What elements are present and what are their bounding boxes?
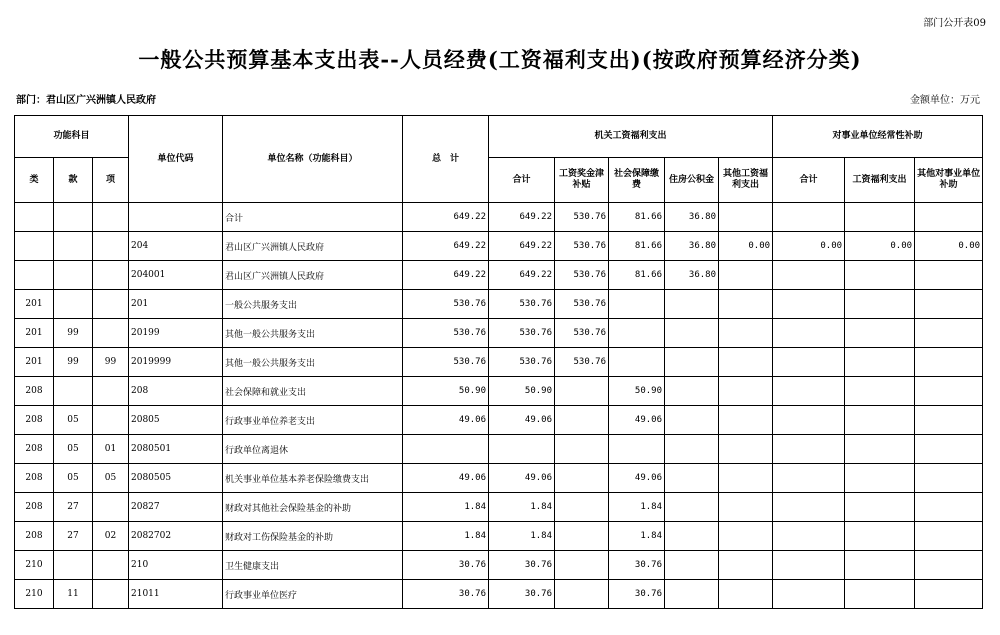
org-social-cell: 30.76 xyxy=(609,580,665,609)
inst-welfare-cell xyxy=(845,580,915,609)
inst-subtotal-cell xyxy=(773,464,845,493)
org-housing-cell xyxy=(665,406,719,435)
lei-cell: 208 xyxy=(15,522,54,551)
org-other-cell xyxy=(719,464,773,493)
inst-welfare-cell xyxy=(845,377,915,406)
org-subtotal-cell: 30.76 xyxy=(489,551,555,580)
org-social-cell xyxy=(609,435,665,464)
total-cell: 49.06 xyxy=(403,464,489,493)
unit-code-cell: 2019999 xyxy=(129,348,223,377)
inst-other-cell xyxy=(915,551,983,580)
org-housing-cell xyxy=(665,580,719,609)
org-social-cell xyxy=(609,348,665,377)
inst-subtotal-cell xyxy=(773,580,845,609)
org-social-cell: 49.06 xyxy=(609,464,665,493)
total-cell xyxy=(403,435,489,464)
inst-other-cell xyxy=(915,290,983,319)
inst-other-cell xyxy=(915,522,983,551)
org-social-cell: 81.66 xyxy=(609,261,665,290)
kuan-cell xyxy=(54,551,93,580)
org-social-cell: 1.84 xyxy=(609,522,665,551)
inst-other-cell xyxy=(915,319,983,348)
unit-code-cell: 20805 xyxy=(129,406,223,435)
unit-code-cell xyxy=(129,203,223,232)
org-bonus-cell xyxy=(555,551,609,580)
org-bonus-cell: 530.76 xyxy=(555,261,609,290)
org-subtotal-header: 合计 xyxy=(489,158,555,203)
org-other-cell xyxy=(719,580,773,609)
unit-name-cell: 行政事业单位养老支出 xyxy=(223,406,403,435)
org-social-header: 社会保障缴费 xyxy=(609,158,665,203)
total-cell: 50.90 xyxy=(403,377,489,406)
org-other-cell xyxy=(719,551,773,580)
xiang-cell xyxy=(93,551,129,580)
total-cell: 30.76 xyxy=(403,580,489,609)
lei-cell xyxy=(15,261,54,290)
org-other-cell: 0.00 xyxy=(719,232,773,261)
inst-subtotal-cell xyxy=(773,261,845,290)
org-other-cell xyxy=(719,348,773,377)
budget-table xyxy=(14,115,983,609)
inst-subtotal-cell xyxy=(773,435,845,464)
inst-other-cell xyxy=(915,406,983,435)
total-cell: 530.76 xyxy=(403,319,489,348)
inst-other-header: 其他对事业单位补助 xyxy=(915,158,983,203)
org-housing-cell: 36.80 xyxy=(665,232,719,261)
header-row-1 xyxy=(15,116,983,158)
lei-cell: 210 xyxy=(15,551,54,580)
org-bonus-cell: 530.76 xyxy=(555,203,609,232)
total-cell: 530.76 xyxy=(403,290,489,319)
unit-name-cell: 君山区广兴洲镇人民政府 xyxy=(223,232,403,261)
total-cell: 649.22 xyxy=(403,261,489,290)
inst-other-cell xyxy=(915,377,983,406)
kuan-cell: 05 xyxy=(54,435,93,464)
inst-subtotal-cell xyxy=(773,348,845,377)
table-row xyxy=(15,464,983,493)
org-housing-cell xyxy=(665,493,719,522)
org-housing-cell xyxy=(665,522,719,551)
kuan-cell: 27 xyxy=(54,522,93,551)
unit-code-cell: 21011 xyxy=(129,580,223,609)
org-subtotal-cell: 649.22 xyxy=(489,232,555,261)
inst-other-cell: 0.00 xyxy=(915,232,983,261)
org-social-cell: 50.90 xyxy=(609,377,665,406)
unit-name-cell: 机关事业单位基本养老保险缴费支出 xyxy=(223,464,403,493)
lei-cell: 208 xyxy=(15,435,54,464)
kuan-cell: 05 xyxy=(54,406,93,435)
org-housing-cell xyxy=(665,435,719,464)
department-label: 部门：君山区广兴洲镇人民政府 xyxy=(16,95,156,106)
total-cell: 1.84 xyxy=(403,522,489,551)
table-row xyxy=(15,406,983,435)
org-housing-cell xyxy=(665,551,719,580)
org-welfare-group-header: 机关工资福利支出 xyxy=(489,116,773,158)
unit-name-header: 单位名称（功能科目） xyxy=(223,116,403,203)
xiang-cell xyxy=(93,261,129,290)
org-other-cell xyxy=(719,203,773,232)
kuan-cell xyxy=(54,290,93,319)
kuan-cell: 11 xyxy=(54,580,93,609)
unit-name-cell: 合计 xyxy=(223,203,403,232)
inst-subtotal-cell xyxy=(773,203,845,232)
kuan-cell xyxy=(54,377,93,406)
org-bonus-cell: 530.76 xyxy=(555,290,609,319)
kuan-cell: 27 xyxy=(54,493,93,522)
org-bonus-cell xyxy=(555,435,609,464)
xiang-cell: 01 xyxy=(93,435,129,464)
inst-other-cell xyxy=(915,261,983,290)
lei-cell: 208 xyxy=(15,406,54,435)
table-number-label: 部门公开表09 xyxy=(923,18,986,29)
unit-code-cell: 210 xyxy=(129,551,223,580)
org-housing-header: 住房公积金 xyxy=(665,158,719,203)
unit-name-cell: 行政单位离退休 xyxy=(223,435,403,464)
unit-code-cell: 204001 xyxy=(129,261,223,290)
unit-name-cell: 财政对其他社会保险基金的补助 xyxy=(223,493,403,522)
xiang-cell xyxy=(93,406,129,435)
inst-welfare-cell xyxy=(845,261,915,290)
unit-code-header: 单位代码 xyxy=(129,116,223,203)
org-other-cell xyxy=(719,406,773,435)
kuan-cell: 99 xyxy=(54,319,93,348)
table-row xyxy=(15,522,983,551)
page-title: 一般公共预算基本支出表--人员经费(工资福利支出)(按政府预算经济分类) xyxy=(138,47,862,72)
xiang-cell: 99 xyxy=(93,348,129,377)
org-housing-cell xyxy=(665,319,719,348)
kuan-cell xyxy=(54,203,93,232)
table-row xyxy=(15,551,983,580)
xiang-cell xyxy=(93,377,129,406)
unit-code-cell: 2082702 xyxy=(129,522,223,551)
currency-unit-label: 金额单位：万元 xyxy=(910,95,980,106)
lei-cell: 208 xyxy=(15,493,54,522)
org-subtotal-cell: 49.06 xyxy=(489,464,555,493)
kuan-cell xyxy=(54,261,93,290)
org-other-cell xyxy=(719,377,773,406)
org-social-cell xyxy=(609,319,665,348)
lei-cell: 208 xyxy=(15,377,54,406)
table-row xyxy=(15,435,983,464)
xiang-cell xyxy=(93,580,129,609)
org-subtotal-cell: 30.76 xyxy=(489,580,555,609)
org-bonus-header: 工资奖金津补贴 xyxy=(555,158,609,203)
org-bonus-cell xyxy=(555,580,609,609)
unit-name-cell: 君山区广兴洲镇人民政府 xyxy=(223,261,403,290)
lei-cell: 208 xyxy=(15,464,54,493)
inst-other-cell xyxy=(915,580,983,609)
table-row xyxy=(15,290,983,319)
inst-welfare-cell xyxy=(845,435,915,464)
org-social-cell xyxy=(609,290,665,319)
unit-name-cell: 行政事业单位医疗 xyxy=(223,580,403,609)
total-cell: 30.76 xyxy=(403,551,489,580)
lei-header: 类 xyxy=(15,158,54,203)
inst-subtotal-header: 合计 xyxy=(773,158,845,203)
xiang-cell xyxy=(93,319,129,348)
inst-subtotal-cell xyxy=(773,551,845,580)
unit-name-cell: 其他一般公共服务支出 xyxy=(223,319,403,348)
lei-cell: 201 xyxy=(15,290,54,319)
lei-cell xyxy=(15,232,54,261)
inst-subtotal-cell xyxy=(773,319,845,348)
org-subtotal-cell: 50.90 xyxy=(489,377,555,406)
inst-welfare-cell xyxy=(845,406,915,435)
org-bonus-cell: 530.76 xyxy=(555,232,609,261)
xiang-cell xyxy=(93,493,129,522)
org-subtotal-cell: 1.84 xyxy=(489,493,555,522)
org-subtotal-cell xyxy=(489,435,555,464)
org-bonus-cell xyxy=(555,406,609,435)
inst-subtotal-cell xyxy=(773,493,845,522)
org-social-cell: 1.84 xyxy=(609,493,665,522)
org-other-cell xyxy=(719,522,773,551)
xiang-cell xyxy=(93,232,129,261)
table-row xyxy=(15,348,983,377)
inst-welfare-cell xyxy=(845,319,915,348)
lei-cell xyxy=(15,203,54,232)
table-row xyxy=(15,493,983,522)
unit-code-cell: 208 xyxy=(129,377,223,406)
inst-welfare-cell xyxy=(845,522,915,551)
org-housing-cell xyxy=(665,377,719,406)
table-row xyxy=(15,377,983,406)
org-bonus-cell xyxy=(555,522,609,551)
inst-subsidy-group-header: 对事业单位经常性补助 xyxy=(773,116,983,158)
unit-name-cell: 其他一般公共服务支出 xyxy=(223,348,403,377)
xiang-header: 项 xyxy=(93,158,129,203)
unit-name-cell: 社会保障和就业支出 xyxy=(223,377,403,406)
table-row xyxy=(15,203,983,232)
org-other-cell xyxy=(719,435,773,464)
inst-other-cell xyxy=(915,464,983,493)
table-row xyxy=(15,232,983,261)
inst-welfare-cell xyxy=(845,348,915,377)
inst-welfare-cell: 0.00 xyxy=(845,232,915,261)
unit-code-cell: 20827 xyxy=(129,493,223,522)
unit-code-cell: 2080505 xyxy=(129,464,223,493)
inst-welfare-cell xyxy=(845,203,915,232)
unit-name-cell: 一般公共服务支出 xyxy=(223,290,403,319)
org-other-cell xyxy=(719,290,773,319)
kuan-cell xyxy=(54,232,93,261)
org-subtotal-cell: 530.76 xyxy=(489,319,555,348)
kuan-cell: 99 xyxy=(54,348,93,377)
org-subtotal-cell: 649.22 xyxy=(489,203,555,232)
kuan-cell: 05 xyxy=(54,464,93,493)
inst-subtotal-cell: 0.00 xyxy=(773,232,845,261)
lei-cell: 201 xyxy=(15,348,54,377)
unit-code-cell: 20199 xyxy=(129,319,223,348)
lei-cell: 210 xyxy=(15,580,54,609)
inst-other-cell xyxy=(915,493,983,522)
org-bonus-cell xyxy=(555,464,609,493)
inst-welfare-cell xyxy=(845,551,915,580)
total-header: 总 计 xyxy=(403,116,489,203)
org-other-cell xyxy=(719,319,773,348)
org-bonus-cell xyxy=(555,377,609,406)
org-housing-cell xyxy=(665,290,719,319)
inst-subtotal-cell xyxy=(773,290,845,319)
org-subtotal-cell: 530.76 xyxy=(489,348,555,377)
inst-welfare-header: 工资福利支出 xyxy=(845,158,915,203)
total-cell: 649.22 xyxy=(403,203,489,232)
org-housing-cell: 36.80 xyxy=(665,261,719,290)
org-other-cell xyxy=(719,261,773,290)
inst-other-cell xyxy=(915,203,983,232)
org-housing-cell xyxy=(665,464,719,493)
org-social-cell: 49.06 xyxy=(609,406,665,435)
xiang-cell xyxy=(93,203,129,232)
org-bonus-cell: 530.76 xyxy=(555,319,609,348)
unit-code-cell: 201 xyxy=(129,290,223,319)
inst-other-cell xyxy=(915,348,983,377)
org-other-cell xyxy=(719,493,773,522)
inst-subtotal-cell xyxy=(773,406,845,435)
org-subtotal-cell: 49.06 xyxy=(489,406,555,435)
xiang-cell: 02 xyxy=(93,522,129,551)
org-bonus-cell: 530.76 xyxy=(555,348,609,377)
kuan-header: 款 xyxy=(54,158,93,203)
org-other-header: 其他工资福利支出 xyxy=(719,158,773,203)
org-subtotal-cell: 649.22 xyxy=(489,261,555,290)
unit-code-cell: 204 xyxy=(129,232,223,261)
func-subject-header: 功能科目 xyxy=(15,116,129,158)
xiang-cell: 05 xyxy=(93,464,129,493)
org-bonus-cell xyxy=(555,493,609,522)
inst-welfare-cell xyxy=(845,464,915,493)
total-cell: 649.22 xyxy=(403,232,489,261)
xiang-cell xyxy=(93,290,129,319)
org-social-cell: 81.66 xyxy=(609,232,665,261)
inst-subtotal-cell xyxy=(773,377,845,406)
table-row xyxy=(15,580,983,609)
total-cell: 1.84 xyxy=(403,493,489,522)
total-cell: 49.06 xyxy=(403,406,489,435)
org-subtotal-cell: 1.84 xyxy=(489,522,555,551)
table-row xyxy=(15,319,983,348)
unit-name-cell: 卫生健康支出 xyxy=(223,551,403,580)
org-housing-cell xyxy=(665,348,719,377)
org-housing-cell: 36.80 xyxy=(665,203,719,232)
unit-code-cell: 2080501 xyxy=(129,435,223,464)
table-row xyxy=(15,261,983,290)
org-social-cell: 81.66 xyxy=(609,203,665,232)
inst-other-cell xyxy=(915,435,983,464)
unit-name-cell: 财政对工伤保险基金的补助 xyxy=(223,522,403,551)
org-subtotal-cell: 530.76 xyxy=(489,290,555,319)
inst-welfare-cell xyxy=(845,290,915,319)
inst-welfare-cell xyxy=(845,493,915,522)
total-cell: 530.76 xyxy=(403,348,489,377)
org-social-cell: 30.76 xyxy=(609,551,665,580)
inst-subtotal-cell xyxy=(773,522,845,551)
lei-cell: 201 xyxy=(15,319,54,348)
